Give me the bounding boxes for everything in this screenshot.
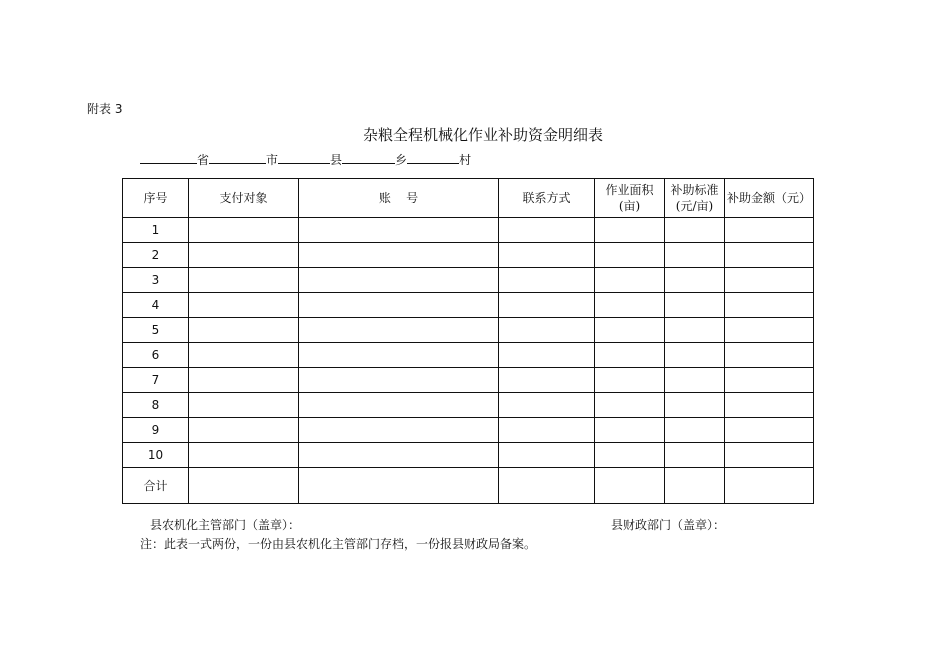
cell-rate[interactable] [665,243,725,268]
header-account: 账 号 [299,179,499,218]
cell-rate[interactable] [665,468,725,504]
cell-area[interactable] [595,418,665,443]
cell-seq: 5 [123,318,189,343]
cell-amount[interactable] [725,268,814,293]
cell-area[interactable] [595,368,665,393]
cell-contact[interactable] [499,443,595,468]
agri-dept-signature-label: 县农机化主管部门（盖章）： [150,518,301,532]
header-area-line2: (亩) [618,199,641,213]
table-row [123,393,814,418]
header-contact: 联系方式 [499,179,595,218]
cell-rate[interactable] [665,318,725,343]
table-row [123,318,814,343]
cell-seq: 4 [123,293,189,318]
table-row [123,243,814,268]
cell-rate[interactable] [665,443,725,468]
header-payee: 支付对象 [189,179,299,218]
cell-account[interactable] [299,243,499,268]
cell-amount[interactable] [725,368,814,393]
cell-seq: 10 [123,443,189,468]
cell-amount[interactable] [725,343,814,368]
cell-rate[interactable] [665,393,725,418]
cell-area[interactable] [595,218,665,243]
header-amount: 补助金额（元） [725,179,814,218]
cell-seq: 3 [123,268,189,293]
table-row [123,418,814,443]
cell-payee[interactable] [189,343,299,368]
header-rate-line2: (元/亩) [675,199,714,213]
table-row [123,218,814,243]
cell-account[interactable] [299,418,499,443]
cell-contact[interactable] [499,243,595,268]
cell-account[interactable] [299,343,499,368]
city-blank[interactable] [209,151,266,164]
city-label: 市 [266,153,279,167]
cell-area[interactable] [595,243,665,268]
province-label: 省 [197,153,210,167]
cell-contact[interactable] [499,468,595,504]
township-label: 乡 [395,153,408,167]
cell-payee[interactable] [189,293,299,318]
cell-account[interactable] [299,393,499,418]
table-row [123,268,814,293]
province-blank[interactable] [140,151,197,164]
cell-payee[interactable] [189,243,299,268]
header-rate [665,179,725,218]
cell-contact[interactable] [499,368,595,393]
cell-account[interactable] [299,218,499,243]
cell-seq: 9 [123,418,189,443]
village-label: 村 [459,153,472,167]
cell-amount[interactable] [725,393,814,418]
cell-amount[interactable] [725,443,814,468]
table-row [123,343,814,368]
cell-contact[interactable] [499,293,595,318]
region-fields [140,151,471,168]
cell-area[interactable] [595,293,665,318]
header-area-line1: 作业面积 [605,183,654,197]
cell-area[interactable] [595,393,665,418]
header-rate-line1: 补助标准 [670,183,719,197]
cell-rate[interactable] [665,293,725,318]
cell-seq: 6 [123,343,189,368]
cell-rate[interactable] [665,368,725,393]
cell-area[interactable] [595,268,665,293]
cell-payee[interactable] [189,418,299,443]
cell-account[interactable] [299,468,499,504]
cell-rate[interactable] [665,343,725,368]
cell-seq: 7 [123,368,189,393]
cell-seq: 合计 [123,468,189,504]
cell-amount[interactable] [725,318,814,343]
cell-rate[interactable] [665,218,725,243]
table-header-row [123,179,814,218]
cell-seq: 2 [123,243,189,268]
cell-account[interactable] [299,293,499,318]
attachment-label: 附表 3 [87,102,123,116]
cell-amount[interactable] [725,218,814,243]
subsidy-detail-table [122,178,814,504]
table-row [123,368,814,393]
cell-contact[interactable] [499,393,595,418]
cell-contact[interactable] [499,218,595,243]
cell-payee[interactable] [189,218,299,243]
cell-rate[interactable] [665,268,725,293]
cell-contact[interactable] [499,268,595,293]
cell-account[interactable] [299,368,499,393]
cell-payee[interactable] [189,393,299,418]
cell-rate[interactable] [665,418,725,443]
county-label: 县 [330,153,343,167]
county-blank[interactable] [278,151,330,164]
table-total-row [123,468,814,504]
table-row [123,293,814,318]
cell-seq: 8 [123,393,189,418]
village-blank[interactable] [407,151,459,164]
header-seq: 序号 [123,179,189,218]
cell-account[interactable] [299,268,499,293]
cell-area[interactable] [595,343,665,368]
cell-payee[interactable] [189,468,299,504]
cell-payee[interactable] [189,318,299,343]
cell-contact[interactable] [499,318,595,343]
header-area [595,179,665,218]
cell-payee[interactable] [189,368,299,393]
cell-contact[interactable] [499,418,595,443]
cell-seq: 1 [123,218,189,243]
cell-amount[interactable] [725,468,814,504]
cell-area[interactable] [595,443,665,468]
cell-amount[interactable] [725,418,814,443]
cell-payee[interactable] [189,443,299,468]
footnote: 注：此表一式两份，一份由县农机化主管部门存档，一份报县财政局备案。 [140,537,537,551]
cell-amount[interactable] [725,243,814,268]
township-blank[interactable] [342,151,395,164]
page-title: 杂粮全程机械化作业补助资金明细表 [362,126,603,144]
cell-account[interactable] [299,443,499,468]
finance-dept-signature-label: 县财政部门（盖章）： [611,518,726,532]
cell-area[interactable] [595,318,665,343]
cell-contact[interactable] [499,343,595,368]
cell-payee[interactable] [189,268,299,293]
cell-amount[interactable] [725,293,814,318]
table-row [123,443,814,468]
cell-area[interactable] [595,468,665,504]
cell-account[interactable] [299,318,499,343]
